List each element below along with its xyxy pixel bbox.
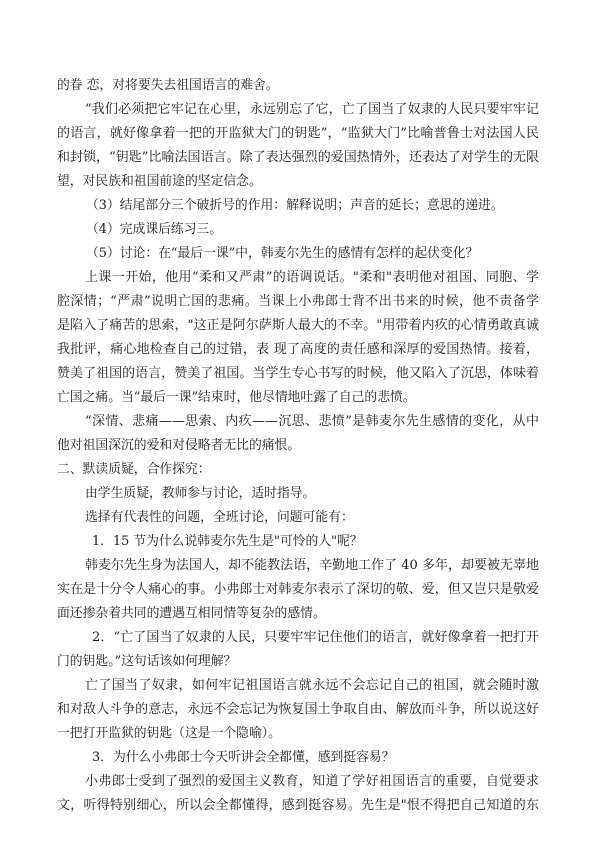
- text-line: 的眷 恋，对将要失去祖国语言的难舍。: [57, 78, 279, 93]
- text-line: 由学生质疑，教师参与讨论，适时指导。: [85, 486, 316, 501]
- text-line: （5）讨论：在“最后一课”中，韩麦尔先生的感情有怎样的起伏变化？: [86, 246, 479, 261]
- text-line: 赞美了祖国的语言，赞美了祖国。当学生专心书写的时候，他又陷入了沉思，体味着: [57, 366, 539, 381]
- text-line: 他对祖国深沉的爱和对侵略者无比的痛恨。: [57, 438, 301, 453]
- text-line: 的语言，就好像拿着一把的开监狱大门的钥匙”，“监狱大门”比喻普鲁士对法国人民: [57, 126, 539, 141]
- section-heading: 二、默读质疑，合作探究：: [57, 462, 211, 477]
- text-line: 亡了国当了奴隶，如何牢记祖国语言就永远不会忘记自己的祖国，就会随时激: [85, 678, 539, 693]
- question-line: 2．“亡了国当了奴隶的人民，只要牢牢记住他们的语言，就好像拿着一把打开: [92, 630, 539, 645]
- text-line: （4）完成课后练习三。: [86, 222, 223, 237]
- text-line: 是陷入了痛苦的思索，"这正是阿尔萨斯人最大的不幸。"用带着内疚的心情勇敢真诚: [57, 318, 539, 333]
- text-line: 韩麦尔先生身为法国人，却不能教法语，辛勤地工作了 40 多年，却要被无辜地: [85, 558, 539, 573]
- text-line: 实在是十分令人痛心的事。小弗郎士对韩麦尔表示了深切的敬、爱，但又岂只是敬爱: [57, 582, 539, 597]
- text-line: 腔深情；“严肃”说明亡国的悲痛。当课上小弗郎士背不出书来的时候，他不责备学: [57, 294, 539, 309]
- text-line: 选择有代表性的问题，全班讨论，问题可能有：: [85, 510, 354, 525]
- text-line: 望，对民族和祖国前途的坚定信念。: [57, 174, 262, 189]
- text-line: 小弗郎士受到了强烈的爱国主义教育，知道了学好祖国语言的重要，自觉要求: [85, 774, 539, 789]
- text-line: 上课一开始，他用“柔和又严肃”的语调说话。"柔和"表明他对祖国、同胞、学: [85, 270, 539, 285]
- text-line: 我批评，痛心地检查自己的过错，表 现了高度的责任感和深厚的爱国热情。接着，: [57, 342, 539, 357]
- text-line: 一把打开监狱的钥匙（这是一个隐喻）。: [57, 726, 281, 741]
- text-line: 和封锁，“钥匙”比喻法国语言。除了表达强烈的爱国热情外，还表达了对学生的无限: [57, 150, 539, 165]
- question-line: 3．为什么小弗郎士今天听讲会全都懂，感到挺容易？: [92, 750, 395, 765]
- text-line: 亡国之痛。当“最后一课”结束时，他尽情地吐露了自己的悲愤。: [57, 390, 416, 405]
- text-line: 和对敌人斗争的意志，永远不会忘记为恢复国土争取自由、解放而斗争，所以说这好: [57, 702, 539, 717]
- question-line: 门的钥匙。”这句话该如何理解？: [57, 654, 237, 669]
- question-line: 1．15 节为什么说韩麦尔先生是"可怜的人"呢？: [92, 534, 363, 549]
- text-line: （3）结尾部分三个破折号的作用：解释说明；声音的延长；意思的递进。: [86, 198, 504, 213]
- text-line: “深情、悲痛——思索、内疚——沉思、悲愤”是韩麦尔先生感情的变化，从中: [85, 414, 539, 429]
- text-line: 文，听得特别细心，所以会全都懂得，感到挺容易。先生是"恨不得把自己知道的东: [57, 798, 539, 813]
- text-line: “我们必须把它牢记在心里，永远别忘了它，亡了国当了奴隶的人民只要牢牢记: [85, 102, 539, 117]
- text-line: 面还掺杂着共同的遭遇互相同情等复杂的感情。: [57, 606, 326, 621]
